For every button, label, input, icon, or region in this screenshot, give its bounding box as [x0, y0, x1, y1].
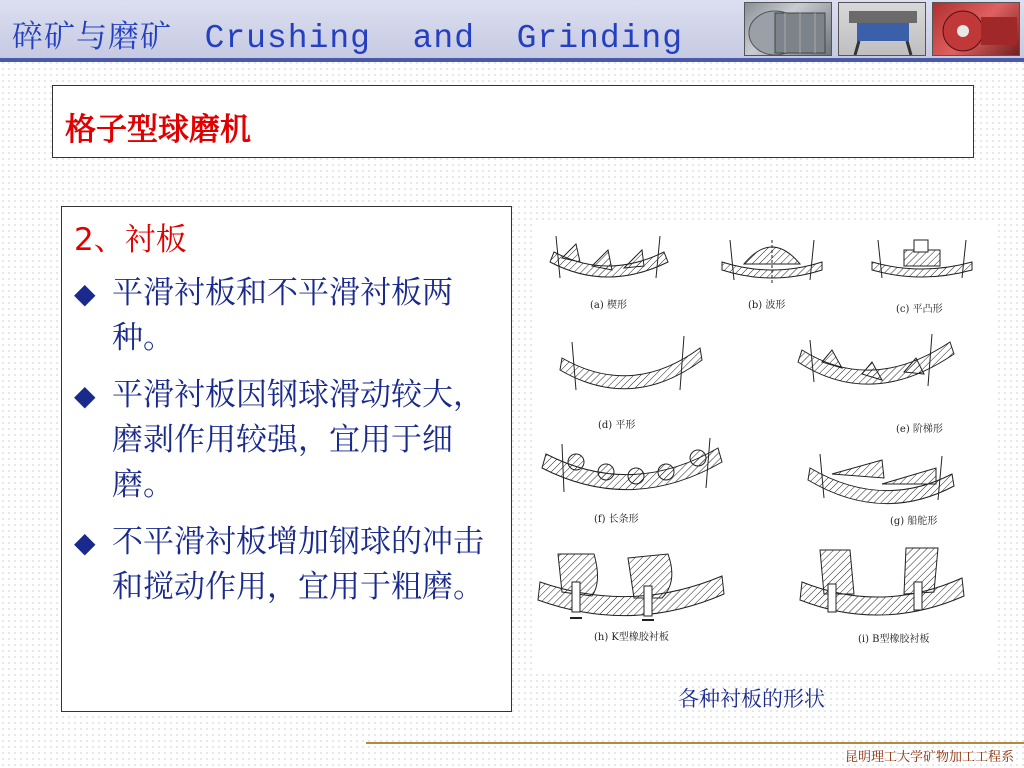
- bullet-text: 不平滑衬板增加钢球的冲击和搅动作用，宜用于粗磨。: [112, 524, 484, 605]
- slide-title: 格子型球磨机: [65, 112, 251, 148]
- bullet-item: [74, 520, 501, 610]
- header-photos: [744, 2, 1020, 56]
- header-title-en: Crushing and Grinding: [204, 20, 684, 57]
- footer-divider: [366, 742, 1024, 744]
- diamond-bullet-icon: ◆: [74, 277, 96, 310]
- header-bar: [0, 0, 1024, 62]
- section-heading: 2、衬板: [74, 222, 187, 258]
- bullet-text: 平滑衬板因钢球滑动较大，磨剥作用较强，宜用于细磨。: [112, 377, 484, 503]
- header-title-cn: 碎矿与磨矿: [12, 19, 172, 55]
- red-mill-photo: [932, 2, 1020, 56]
- content-box: [61, 206, 512, 712]
- liner-c-label: (c) 平凸形: [896, 304, 943, 315]
- liner-d-label: (d) 平形: [598, 420, 636, 431]
- liner-e-label: (e) 阶梯形: [896, 424, 943, 435]
- bullet-item: [74, 373, 501, 508]
- liner-a-label: (a) 楔形: [590, 300, 627, 311]
- liner-b-label: (b) 波形: [748, 300, 786, 311]
- header-title: [12, 11, 683, 57]
- bullet-item: [74, 271, 501, 361]
- liner-g-label: (g) 船舵形: [890, 516, 938, 527]
- screen-machine-photo: [838, 2, 926, 56]
- liner-shapes-diagram: [532, 222, 994, 672]
- liner-h-label: (h) K型橡胶衬板: [594, 632, 669, 643]
- bullet-text: 平滑衬板和不平滑衬板两种。: [112, 275, 453, 356]
- mill-photo: [744, 2, 832, 56]
- slide-title-box: [52, 85, 974, 158]
- liner-i-label: (i) B型橡胶衬板: [858, 634, 930, 645]
- footer-institution: 昆明理工大学矿物加工工程系: [844, 750, 1014, 765]
- figure-caption: 各种衬板的形状: [678, 687, 825, 711]
- liner-f-label: (f) 长条形: [594, 514, 639, 525]
- diamond-bullet-icon: ◆: [74, 526, 96, 559]
- diamond-bullet-icon: ◆: [74, 379, 96, 412]
